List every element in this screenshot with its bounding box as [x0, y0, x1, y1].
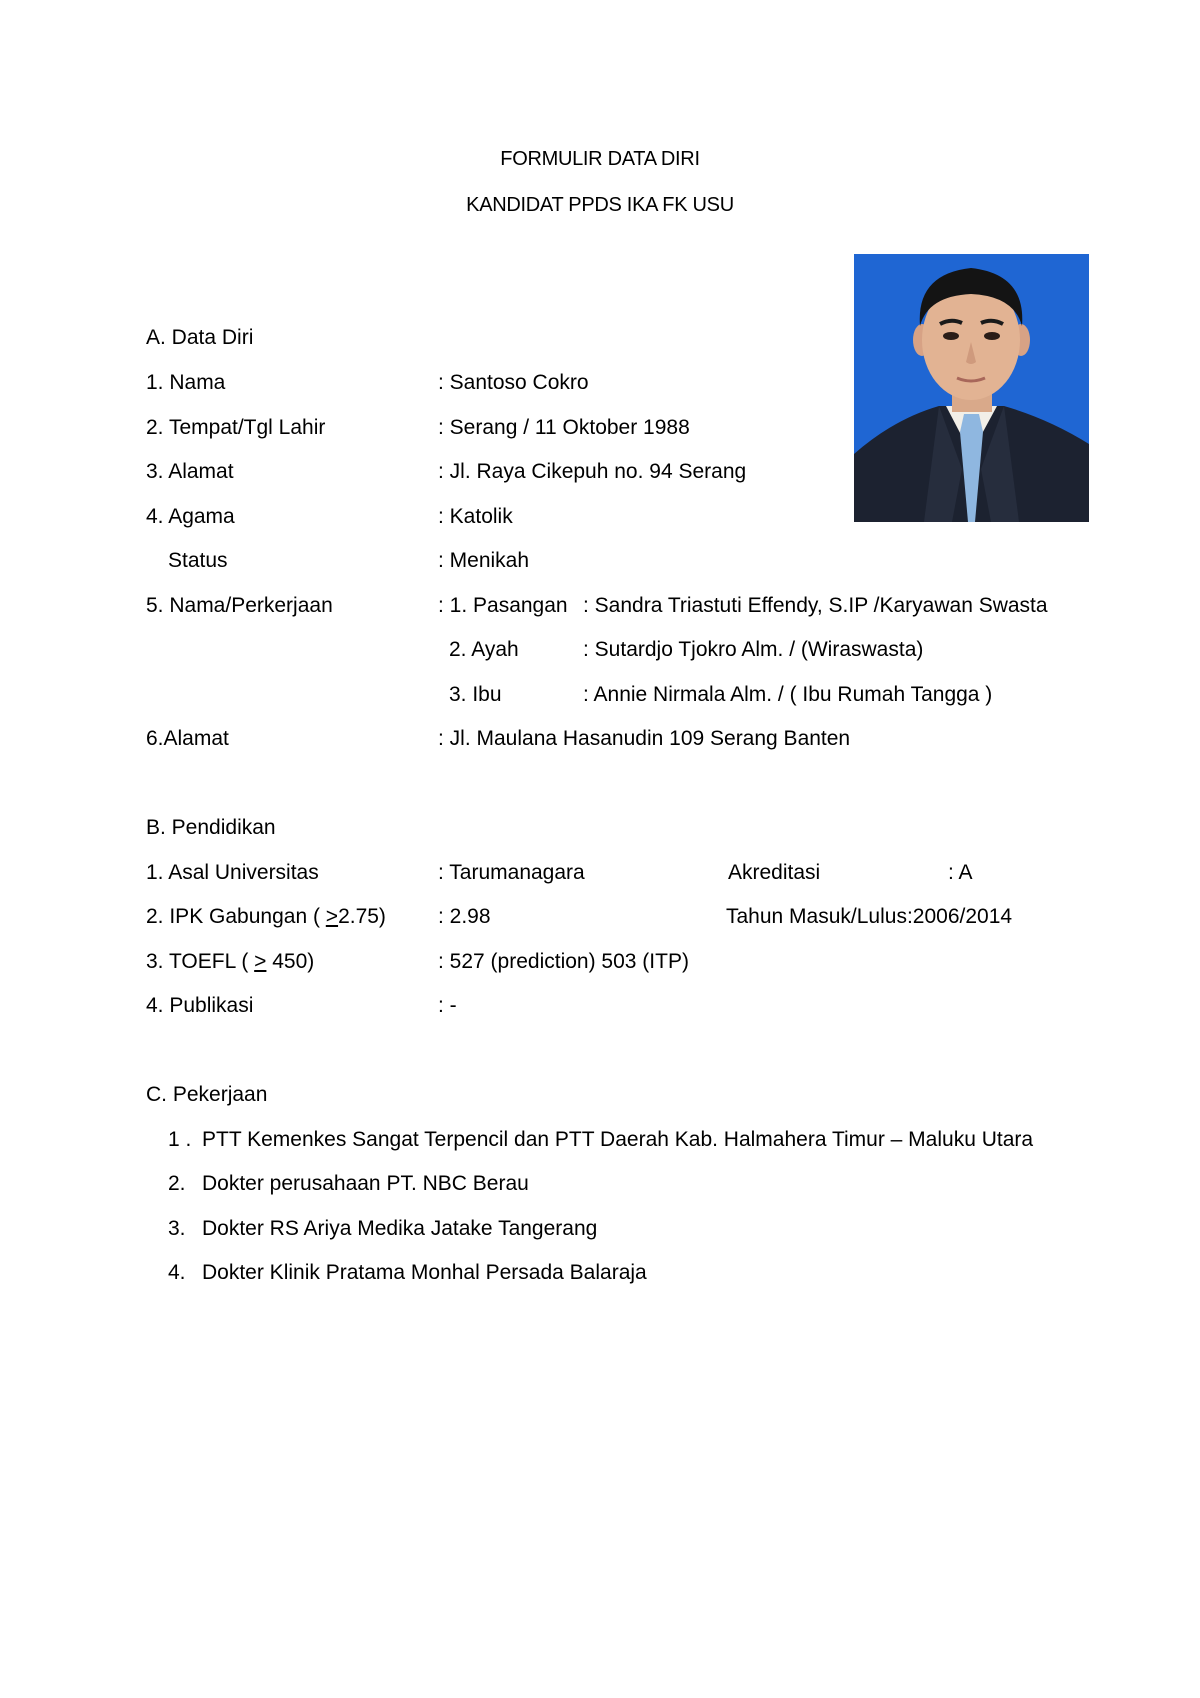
job-item-number: 3.: [168, 1217, 186, 1240]
ipk-label-symbol: >: [325, 905, 339, 928]
field-value-toefl: : 527 (prediction) 503 (ITP): [438, 950, 689, 973]
family-pasangan-detail: : Sandra Triastuti Effendy, S.IP /Karyawan Swasta: [583, 594, 1048, 617]
field-label-tahun: Tahun Masuk/Lulus:: [726, 905, 913, 928]
field-value-akreditasi: : A: [948, 861, 973, 884]
field-value-universitas: : Tarumanagara: [438, 861, 585, 884]
family-ayah-label: 2. Ayah: [449, 638, 519, 661]
job-item-number: 2.: [168, 1172, 186, 1195]
job-item-number: 4.: [168, 1261, 186, 1284]
section-c-heading: C. Pekerjaan: [146, 1083, 268, 1106]
field-label-universitas: 1. Asal Universitas: [146, 861, 319, 884]
family-ayah-detail: : Sutardjo Tjokro Alm. / (Wiraswasta): [583, 638, 924, 661]
field-label-publikasi: 4. Publikasi: [146, 994, 254, 1017]
field-value-alamat: : Jl. Raya Cikepuh no. 94 Serang: [438, 460, 747, 483]
field-label-tempat-tgl-lahir: 2. Tempat/Tgl Lahir: [146, 416, 326, 439]
field-label-agama: 4. Agama: [146, 505, 235, 528]
portrait-photo: [854, 254, 1089, 522]
field-label-akreditasi: Akreditasi: [728, 861, 821, 884]
toefl-label-pre: 3. TOEFL (: [146, 950, 255, 973]
field-value-status: : Menikah: [438, 549, 530, 572]
field-value-publikasi: : -: [438, 994, 457, 1017]
job-item-text: PTT Kemenkes Sangat Terpencil dan PTT Daerah Kab. Halmahera Timur – Maluku Utara: [202, 1128, 1034, 1151]
ipk-label-pre: 2. IPK Gabungan (: [146, 905, 326, 928]
field-label-nama: 1. Nama: [146, 371, 226, 394]
field-label-alamat: 3. Alamat: [146, 460, 234, 483]
field-label-alamat-2: 6.Alamat: [146, 727, 229, 750]
field-value-tahun: 2006/2014: [912, 905, 1013, 928]
field-tahun-masuk-lulus: [726, 904, 1012, 930]
ipk-label-post: 2.75): [338, 905, 386, 928]
field-label-nama-perkerjaan: 5. Nama/Perkerjaan: [146, 594, 333, 617]
form-subtitle: KANDIDAT PPDS IKA FK USU: [466, 194, 734, 216]
field-value-agama: : Katolik: [438, 505, 513, 528]
family-ibu-label: 3. Ibu: [449, 683, 502, 706]
job-item-text: Dokter Klinik Pratama Monhal Persada Balaraja: [202, 1261, 647, 1284]
toefl-label-post: 450): [266, 950, 315, 973]
section-b-heading: B. Pendidikan: [146, 816, 276, 839]
field-label-status: Status: [168, 549, 228, 572]
toefl-label-symbol: >: [254, 950, 267, 973]
job-item-text: Dokter perusahaan PT. NBC Berau: [202, 1172, 529, 1195]
field-value-pasangan-label: : 1. Pasangan: [438, 594, 568, 617]
field-value-nama: : Santoso Cokro: [438, 371, 589, 394]
job-item-text: Dokter RS Ariya Medika Jatake Tangerang: [202, 1217, 598, 1240]
field-value-tempat-tgl-lahir: : Serang / 11 Oktober 1988: [438, 416, 690, 439]
field-label-toefl: [146, 949, 314, 975]
portrait-photo-icon: [854, 254, 1089, 522]
form-title: FORMULIR DATA DIRI: [500, 148, 700, 170]
section-a-heading: A. Data Diri: [146, 326, 254, 349]
field-value-ipk: : 2.98: [438, 905, 491, 928]
family-ibu-detail: : Annie Nirmala Alm. / ( Ibu Rumah Tangga ): [583, 683, 993, 706]
job-item-number: 1 .: [168, 1128, 192, 1151]
field-label-ipk: [146, 904, 386, 930]
field-value-alamat-2: : Jl. Maulana Hasanudin 109 Serang Banten: [438, 727, 851, 750]
